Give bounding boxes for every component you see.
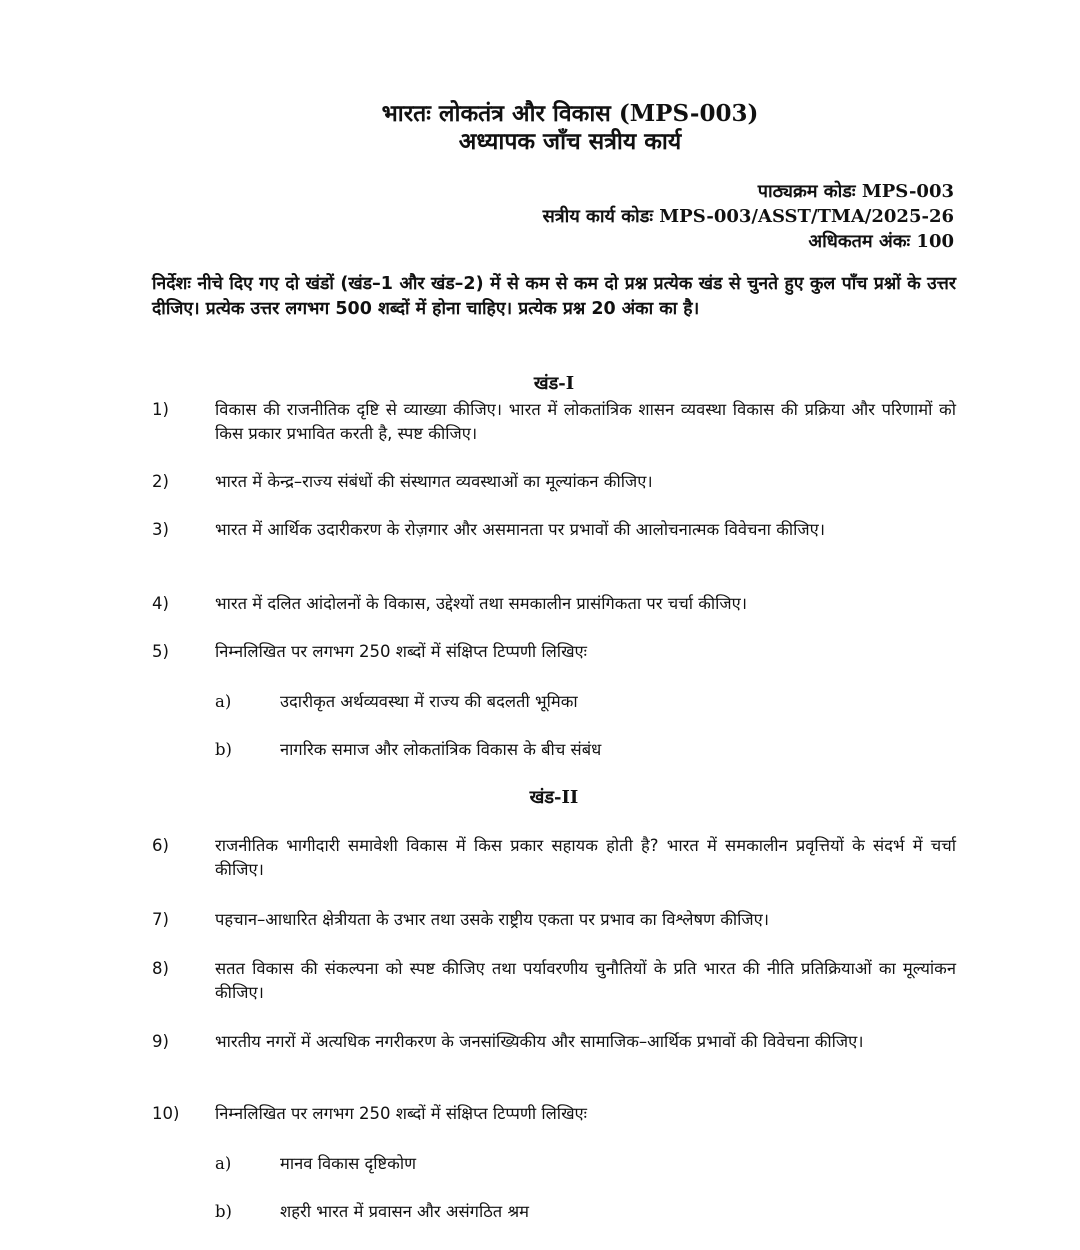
- question-10-part-b: [215, 1200, 915, 1224]
- question-text: राजनीतिक भागीदारी समावेशी विकास में किस प्रकार सहायक होती है? भारत में समकालीन प्रवृत्तियों के संदर्भ में चर्चा कीजिए।: [215, 836, 956, 879]
- question-text: भारत में केन्द्र–राज्य संबंधों की संस्थागत व्यवस्थाओं का मूल्यांकन कीजिए।: [215, 472, 653, 491]
- question-4: [150, 592, 956, 616]
- question-number: 8): [152, 959, 169, 978]
- document-subtitle: अध्यापक जाँच सत्रीय कार्य: [458, 128, 682, 155]
- question-text: भारतीय नगरों में अत्यधिक नगरीकरण के जनसांख्यिकीय और सामाजिक–आर्थिक प्रभावों की विवेचना कीजिए।: [215, 1032, 864, 1051]
- max-marks: अधिकतम अंकः 100: [808, 231, 954, 252]
- sub-item-letter: a): [215, 1154, 232, 1173]
- question-number: 9): [152, 1032, 169, 1051]
- question-number: 10): [152, 1104, 180, 1123]
- sub-item-text: मानव विकास दृष्टिकोण: [280, 1154, 417, 1173]
- question-number: 3): [152, 520, 169, 539]
- instructions: निर्देशः नीचे दिए गए दो खंडों (खंड–1 और खंड–2) में से कम से कम दो प्रश्न प्रत्येक खंड से चुनते हुए कुल पाँच प्रश्नों के उत्तर दीजिए। प्रत्येक उत्तर लगभग 500 शब्दों में होना चाहिए। प्रत्येक प्रश्न 20 अंका का है।: [152, 274, 956, 319]
- question-5-part-b: [215, 738, 915, 762]
- sub-item-text: शहरी भारत में प्रवासन और असंगठित श्रम: [280, 1202, 530, 1221]
- question-3: [150, 518, 956, 542]
- question-number: 2): [152, 472, 169, 491]
- question-7: [150, 908, 956, 932]
- document-title: भारतः लोकतंत्र और विकास (MPS-003): [381, 100, 759, 127]
- question-5-part-a: [215, 690, 915, 714]
- question-10: [150, 1102, 956, 1126]
- question-text: भारत में आर्थिक उदारीकरण के रोज़गार और असमानता पर प्रभावों की आलोचनात्मक विवेचना कीजिए।: [215, 520, 826, 539]
- question-9: [150, 1030, 956, 1054]
- question-1: [150, 398, 956, 446]
- question-number: 4): [152, 594, 169, 613]
- sub-item-letter: a): [215, 692, 232, 711]
- question-number: 1): [152, 400, 169, 419]
- question-text: निम्नलिखित पर लगभग 250 शब्दों में संक्षिप्त टिप्पणी लिखिएः: [215, 1104, 588, 1123]
- question-2: [150, 470, 956, 494]
- assignment-code: सत्रीय कार्य कोडः MPS-003/ASST/TMA/2025-26: [542, 206, 954, 227]
- sub-item-text: उदारीकृत अर्थव्यवस्था में राज्य की बदलती भूमिका: [280, 692, 578, 711]
- question-text: निम्नलिखित पर लगभग 250 शब्दों में संक्षिप्त टिप्पणी लिखिएः: [215, 642, 588, 661]
- question-number: 7): [152, 910, 169, 929]
- sub-item-letter: b): [215, 1202, 232, 1221]
- question-6: [150, 834, 956, 882]
- question-text: भारत में दलित आंदोलनों के विकास, उद्देश्यों तथा समकालीन प्रासंगिकता पर चर्चा कीजिए।: [215, 594, 748, 613]
- question-text: पहचान–आधारित क्षेत्रीयता के उभार तथा उसके राष्ट्रीय एकता पर प्रभाव का विश्लेषण कीजिए।: [215, 910, 770, 929]
- sub-item-letter: b): [215, 740, 232, 759]
- question-text: विकास की राजनीतिक दृष्टि से व्याख्या कीजिए। भारत में लोकतांत्रिक शासन व्यवस्था विकास की प्रक्रिया और परिणामों को किस प्रकार प्रभावित करती है, स्पष्ट कीजिए।: [215, 400, 956, 443]
- question-10-part-a: [215, 1152, 915, 1176]
- question-text: सतत विकास की संकल्पना को स्पष्ट कीजिए तथा पर्यावरणीय चुनौतियों के प्रति भारत की नीति प्रतिक्रियाओं का मूल्यांकन कीजिए।: [215, 959, 956, 1002]
- question-8: [150, 957, 956, 1005]
- section-1-title: खंड-I: [533, 373, 575, 394]
- section-2-title: खंड-II: [529, 787, 579, 808]
- question-number: 6): [152, 836, 169, 855]
- course-code: पाठ्यक्रम कोडः MPS-003: [757, 181, 954, 202]
- sub-item-text: नागरिक समाज और लोकतांत्रिक विकास के बीच संबंध: [280, 740, 602, 759]
- question-5: [150, 640, 956, 664]
- question-number: 5): [152, 642, 169, 661]
